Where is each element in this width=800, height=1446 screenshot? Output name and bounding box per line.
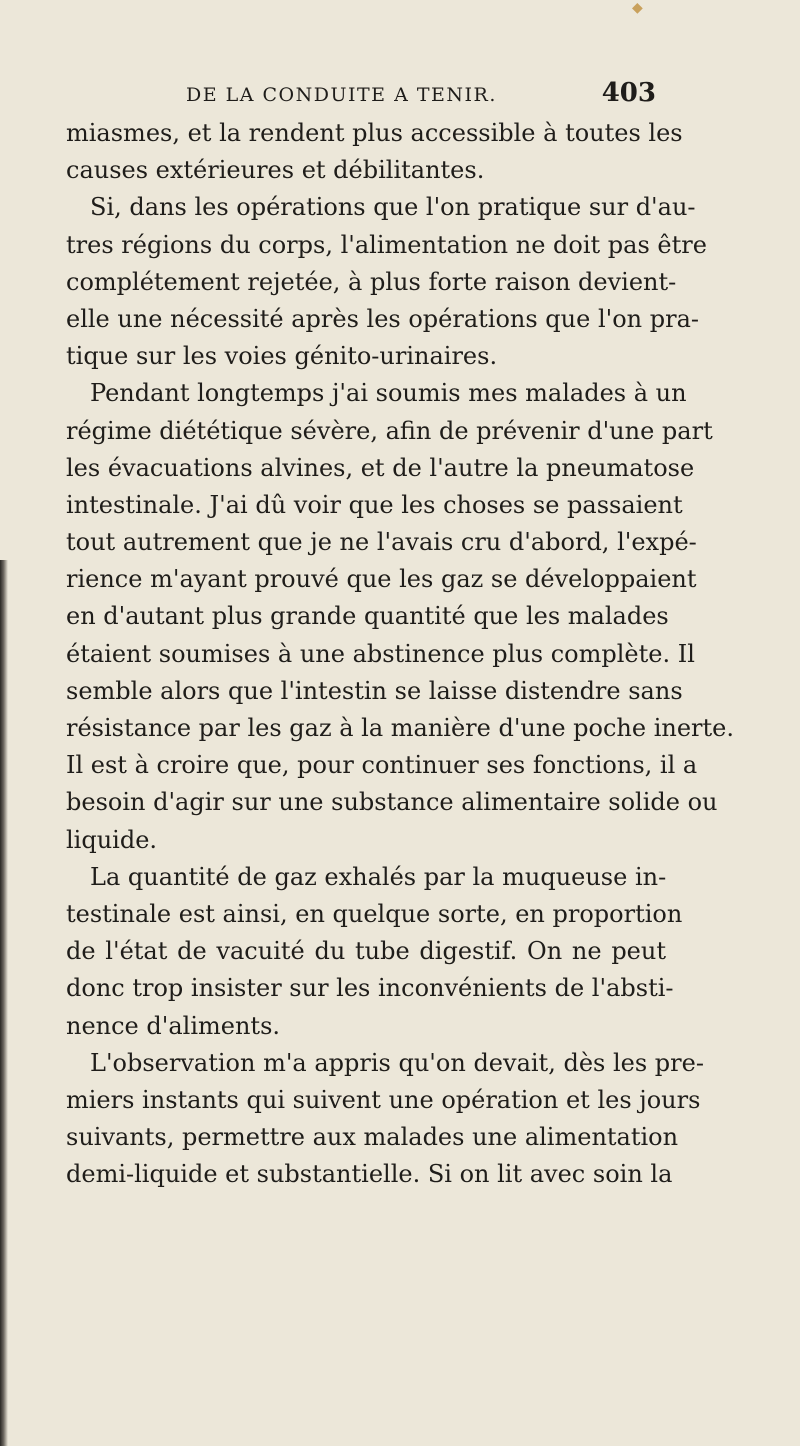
- text-line: étaient soumises à une abstinence plus complète. Il: [66, 639, 695, 668]
- text-line: miers instants qui suivent une opération et les jours: [66, 1085, 701, 1114]
- text-line: tout autrement que je ne l'avais cru d'abord, l'expé-: [66, 528, 697, 557]
- text-line: intestinale. J'ai dû voir que les choses se passaient: [66, 490, 683, 519]
- text-line: suivants, permettre aux malades une alimentation: [66, 1123, 679, 1152]
- text-line: donc trop insister sur les inconvénients de l'absti-: [66, 974, 674, 1003]
- text-line: testinale est ainsi, en quelque sorte, en proportion: [66, 899, 683, 928]
- running-head: [186, 78, 656, 108]
- text-line: besoin d'agir sur une substance alimentaire solide ou: [66, 788, 718, 817]
- text-line: demi-liquide et substantielle. Si on lit avec soin la: [66, 1160, 673, 1189]
- text-line: de l'état de vacuité du tube digestif. On ne peut: [66, 937, 666, 966]
- text-line: complétement rejetée, à plus forte raison devient-: [66, 267, 677, 296]
- text-line: elle une nécessité après les opérations que l'on pra-: [66, 304, 700, 333]
- ink-mark-icon: ◆: [632, 0, 643, 16]
- text-line: nence d'aliments.: [66, 1011, 281, 1040]
- text-line: La quantité de gaz exhalés par la muqueuse in-: [90, 862, 667, 891]
- text-line: résistance par les gaz à la manière d'une poche inerte.: [66, 714, 735, 742]
- text-line: Si, dans les opérations que l'on pratique sur d'au-: [90, 193, 696, 222]
- text-line: Pendant longtemps j'ai soumis mes malades à un: [90, 379, 687, 408]
- text-line: tique sur les voies génito-urinaires.: [66, 342, 498, 371]
- running-title: DE LA CONDUITE A TENIR.: [186, 84, 497, 106]
- text-line: semble alors que l'intestin se laisse distendre sans: [66, 676, 683, 705]
- text-line: rience m'ayant prouvé que les gaz se développaient: [66, 565, 697, 594]
- text-line: les évacuations alvines, et de l'autre la pneumatose: [66, 453, 695, 482]
- text-line: Il est à croire que, pour continuer ses fonctions, il a: [66, 751, 698, 780]
- text-line: en d'autant plus grande quantité que les malades: [66, 602, 669, 631]
- text-line: régime diététique sévère, afin de prévenir d'une part: [66, 416, 713, 445]
- text-line: causes extérieures et débilitantes.: [66, 156, 485, 185]
- text-line: tres régions du corps, l'alimentation ne doit pas être: [66, 230, 707, 259]
- body-text: [66, 115, 735, 1193]
- text-line: miasmes, et la rendent plus accessible à toutes les: [66, 119, 683, 147]
- text-line: liquide.: [66, 825, 158, 854]
- text-line: L'observation m'a appris qu'on devait, dès les pre-: [90, 1048, 704, 1077]
- binding-shadow: [0, 560, 8, 1446]
- page-number: 403: [601, 78, 656, 108]
